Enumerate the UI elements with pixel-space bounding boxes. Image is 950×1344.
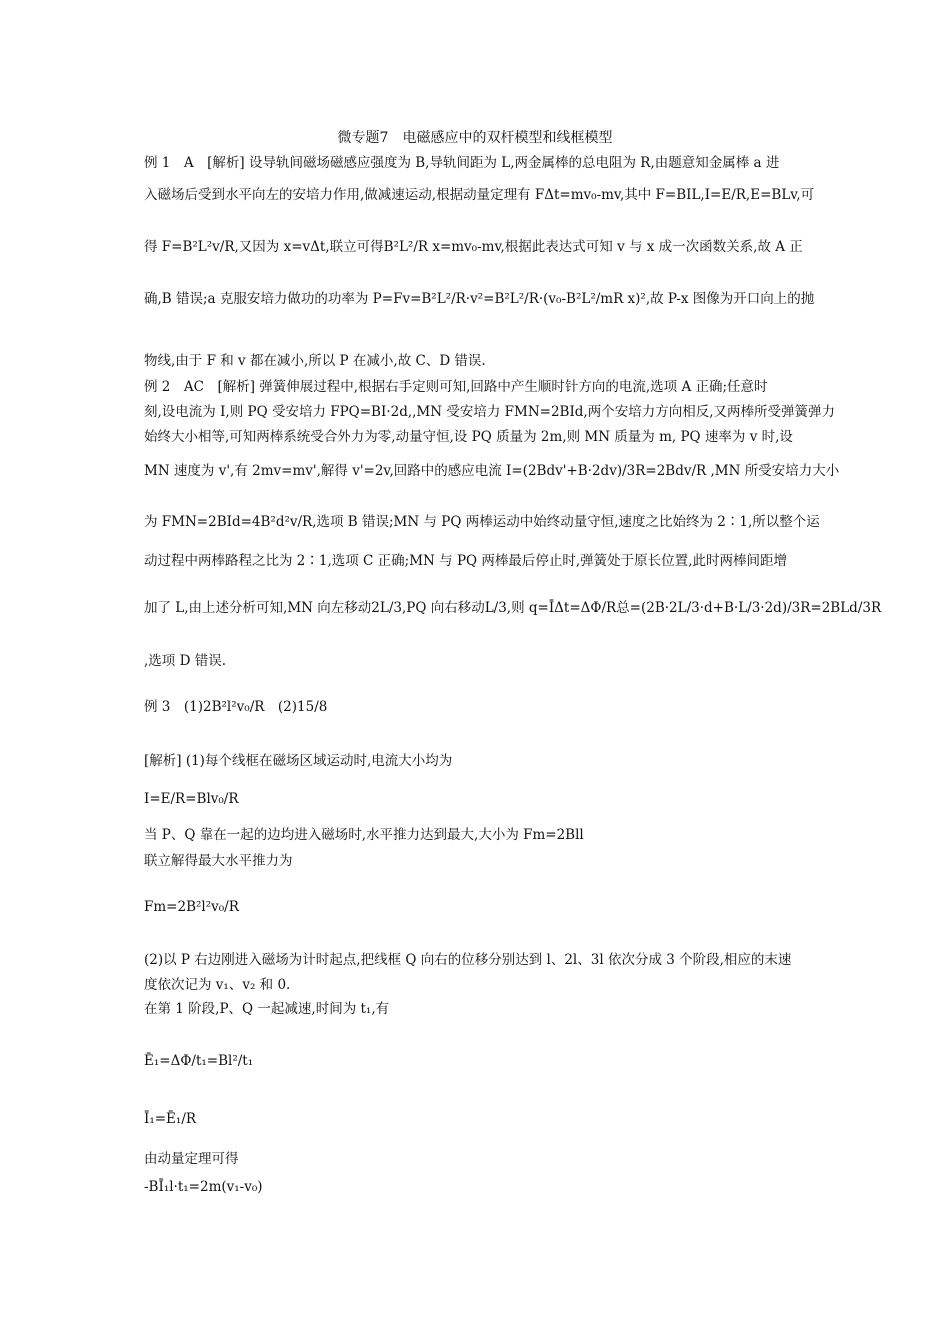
ex3-answer: 例 3 (1)2B²l²v₀/R (2)15/8 [144,699,328,715]
ex3-emf-formula: Ē₁=ΔΦ/t₁=Bl²/t₁ [144,1053,254,1069]
page-title: 微专题7 电磁感应中的双杆模型和线框模型 [337,130,613,146]
ex2-line-5: 为 FMN=2BId=4B²d²v/R,选项 B 错误;MN 与 PQ 两棒运动中始终动量守恒,速度之比始终为 2∶1,所以整个运 [144,514,820,530]
ex1-line-5: 物线,由于 F 和 v 都在减小,所以 P 在减小,故 C、D 错误. [144,353,486,369]
ex2-line-2: 刻,设电流为 I,则 PQ 受安培力 FPQ=BI·2d,,MN 受安培力 FMN=2BId,两个安培力方向相反,又两棒所受弹簧弹力 [144,404,836,420]
ex3-avg-current-formula: Ī₁=Ē₁/R [144,1111,197,1127]
ex3-analysis-2: 当 P、Q 靠在一起的边均进入磁场时,水平推力达到最大,大小为 Fm=2Bll [144,827,584,843]
ex3-current-formula: I=E/R=Blv₀/R [144,791,239,807]
ex1-line-1: 例 1 A [解析] 设导轨间磁场磁感应强度为 B,导轨间距为 L,两金属棒的总电阻为 R,由题意知金属棒 a 进 [144,155,780,171]
ex3-part2-2: 度依次记为 v₁、v₂ 和 0. [144,977,291,993]
ex1-line-4: 确,B 错误;a 克服安培力做功的功率为 P=Fv=B²L²/R·v²=B²L²/R·(v₀-B²L²/mR x)²,故 P-x 图像为开口向上的抛 [144,291,815,307]
ex1-line-2: 入磁场后受到水平向左的安培力作用,做减速运动,根据动量定理有 FΔt=mv₀-mv,其中 F=BIL,I=E/R,E=BLv,可 [144,187,815,203]
ex3-analysis-3: 联立解得最大水平推力为 [144,853,293,869]
ex2-line-6: 动过程中两棒路程之比为 2∶1,选项 C 正确;MN 与 PQ 两棒最后停止时,弹簧处于原长位置,此时两棒间距增 [144,553,787,569]
ex2-line-1: 例 2 AC [解析] 弹簧伸展过程中,根据右手定则可知,回路中产生顺时针方向的电流,选项 A 正确;任意时 [144,379,768,395]
ex3-part2-1: (2)以 P 右边刚进入磁场为计时起点,把线框 Q 向右的位移分别达到 l、2l、3l 依次分成 3 个阶段,相应的末速 [144,952,792,968]
ex2-line-4: MN 速度为 v',有 2mv=mv',解得 v'=2v,回路中的感应电流 I=(2Bdv'+B·2dv)/3R=2Bdv/R ,MN 所受安培力大小 [144,463,840,479]
ex1-line-3: 得 F=B²L²v/R,又因为 x=vΔt,联立可得B²L²/R x=mv₀-mv,根据此表达式可知 v 与 x 成一次函数关系,故 A 正 [144,239,803,255]
ex2-line-3: 始终大小相等,可知两棒系统受合外力为零,动量守恒,设 PQ 质量为 2m,则 MN 质量为 m, PQ 速率为 v 时,设 [144,429,793,445]
ex2-line-8: ,选项 D 错误. [144,653,226,669]
ex3-part2-4: 由动量定理可得 [144,1151,239,1167]
ex3-analysis-1: [解析] (1)每个线框在磁场区域运动时,电流大小均为 [144,753,453,769]
ex3-max-force-formula: Fm=2B²l²v₀/R [144,899,239,915]
ex3-part2-3: 在第 1 阶段,P、Q 一起减速,时间为 t₁,有 [144,1001,390,1017]
ex3-momentum-formula: -BĪ₁l·t₁=2m(v₁-v₀) [144,1179,263,1195]
ex2-line-7: 加了 L,由上述分析可知,MN 向左移动2L/3,PQ 向右移动L/3,则 q=ĪΔt=ΔΦ/R总=(2B·2L/3·d+B·L/3·2d)/3R=2BLd/3R [144,600,882,616]
